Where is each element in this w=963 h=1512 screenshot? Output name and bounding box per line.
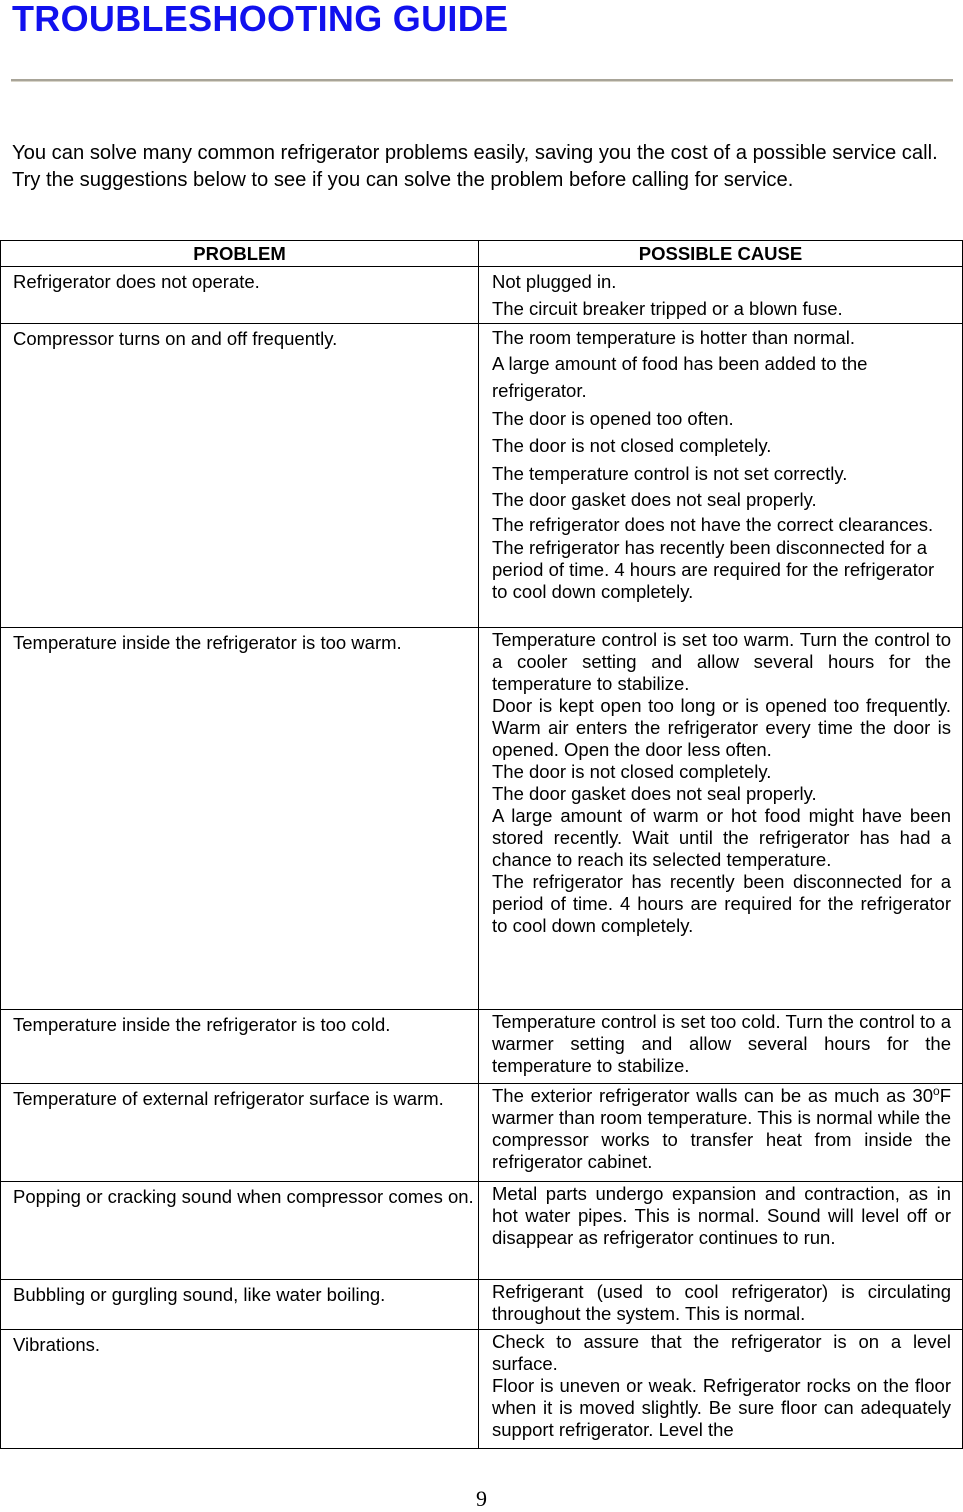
troubleshooting-table — [0, 240, 963, 1449]
table-row — [1, 267, 963, 324]
problem-cell: Popping or cracking sound when compressor comes on. — [1, 1181, 479, 1279]
problem-cell: Temperature of external refrigerator surface is warm. — [1, 1083, 479, 1181]
problem-cell: Refrigerator does not operate. — [1, 267, 479, 324]
cause-cell — [479, 323, 963, 627]
degree-superscript: o — [933, 1083, 940, 1098]
cause-cell — [479, 1329, 963, 1448]
cause-cell — [479, 1181, 963, 1279]
cause-cell — [479, 1083, 963, 1181]
cause-item: The door gasket does not seal properly. — [492, 782, 817, 804]
problem-column-header: PROBLEM — [1, 241, 479, 267]
problem-cell: Compressor turns on and off frequently. — [1, 323, 479, 627]
cause-item: The room temperature is hotter than normal. — [492, 326, 855, 348]
table-row — [1, 1181, 963, 1279]
cause-item: The door gasket does not seal properly. — [492, 489, 817, 510]
cause-item: The circuit breaker tripped or a blown fuse. — [492, 297, 843, 319]
cause-item: The door is not closed completely. — [492, 435, 772, 456]
cause-item: Refrigerant (used to cool refrigerator) is circulating throughout the system. This is normal. — [492, 1280, 951, 1324]
cause-cell — [479, 1279, 963, 1329]
table-header-row — [1, 241, 963, 267]
cause-item: The refrigerator has recently been disconnected for a period of time. 4 hours are required for the refrigerator to cool down completely. — [492, 870, 951, 936]
cause-item: Door is kept open too long or is opened too frequently. Warm air enters the refrigerator every time the door is opened. Open the door less often. — [492, 694, 951, 760]
problem-cell: Bubbling or gurgling sound, like water boiling. — [1, 1279, 479, 1329]
cause-cell — [479, 1009, 963, 1083]
cause-text: F warmer than room temperature. This is normal while the compressor works to transfer heat from inside the refrigerator cabinet. — [492, 1084, 951, 1172]
cause-text: The exterior refrigerator walls can be as much as 30 — [492, 1084, 933, 1106]
cause-item: A large amount of food has been added to the refrigerator. — [492, 352, 868, 401]
cause-item: The temperature control is not set correctly. — [492, 462, 848, 484]
cause-item: Check to assure that the refrigerator is on a level surface. — [492, 1330, 951, 1374]
cause-item: Metal parts undergo expansion and contraction, as in hot water pipes. This is normal. Sound will level off or disappear as refrigerator continues to run. — [492, 1182, 951, 1248]
page-title: TROUBLESHOOTING GUIDE — [12, 0, 509, 39]
cause-cell — [479, 627, 963, 1009]
intro-paragraph: You can solve many common refrigerator problems easily, saving you the cost of a possible service call. Try the suggestions below to see if you can solve the problem before calling for service. — [12, 142, 938, 191]
cause-item: Floor is uneven or weak. Refrigerator rocks on the floor when it is moved slightly. Be sure floor can adequately support refrigerator. Level the — [492, 1374, 951, 1440]
cause-item: The refrigerator has recently been disconnected for a period of time. 4 hours are required for the refrigerator to cool down completely. — [492, 537, 935, 602]
cause-cell — [479, 267, 963, 324]
problem-cell: Temperature inside the refrigerator is too cold. — [1, 1009, 479, 1083]
table-row — [1, 1009, 963, 1083]
problem-cell: Vibrations. — [1, 1329, 479, 1448]
cause-item: Not plugged in. — [492, 271, 617, 292]
cause-item: Temperature control is set too warm. Turn the control to a cooler setting and allow several hours for the temperature to stabilize. — [492, 628, 951, 694]
table-row — [1, 627, 963, 1009]
cause-item: Temperature control is set too cold. Turn the control to a warmer setting and allow several hours for the temperature to stabilize. — [492, 1010, 951, 1076]
table-row — [1, 1279, 963, 1329]
cause-item: The door is not closed completely. — [492, 760, 772, 782]
table-row — [1, 1083, 963, 1181]
table-row — [1, 1329, 963, 1448]
cause-item: The door is opened too often. — [492, 407, 734, 429]
cause-item — [492, 1085, 951, 1173]
page-number: 9 — [476, 1486, 487, 1511]
cause-item: A large amount of warm or hot food might have been stored recently. Wait until the refrigerator has had a chance to reach its selected temperature. — [492, 804, 951, 870]
cause-column-header: POSSIBLE CAUSE — [479, 241, 963, 267]
table-row — [1, 323, 963, 627]
problem-cell: Temperature inside the refrigerator is too warm. — [1, 627, 479, 1009]
cause-item: The refrigerator does not have the correct clearances. — [492, 514, 934, 535]
title-divider — [11, 79, 953, 82]
